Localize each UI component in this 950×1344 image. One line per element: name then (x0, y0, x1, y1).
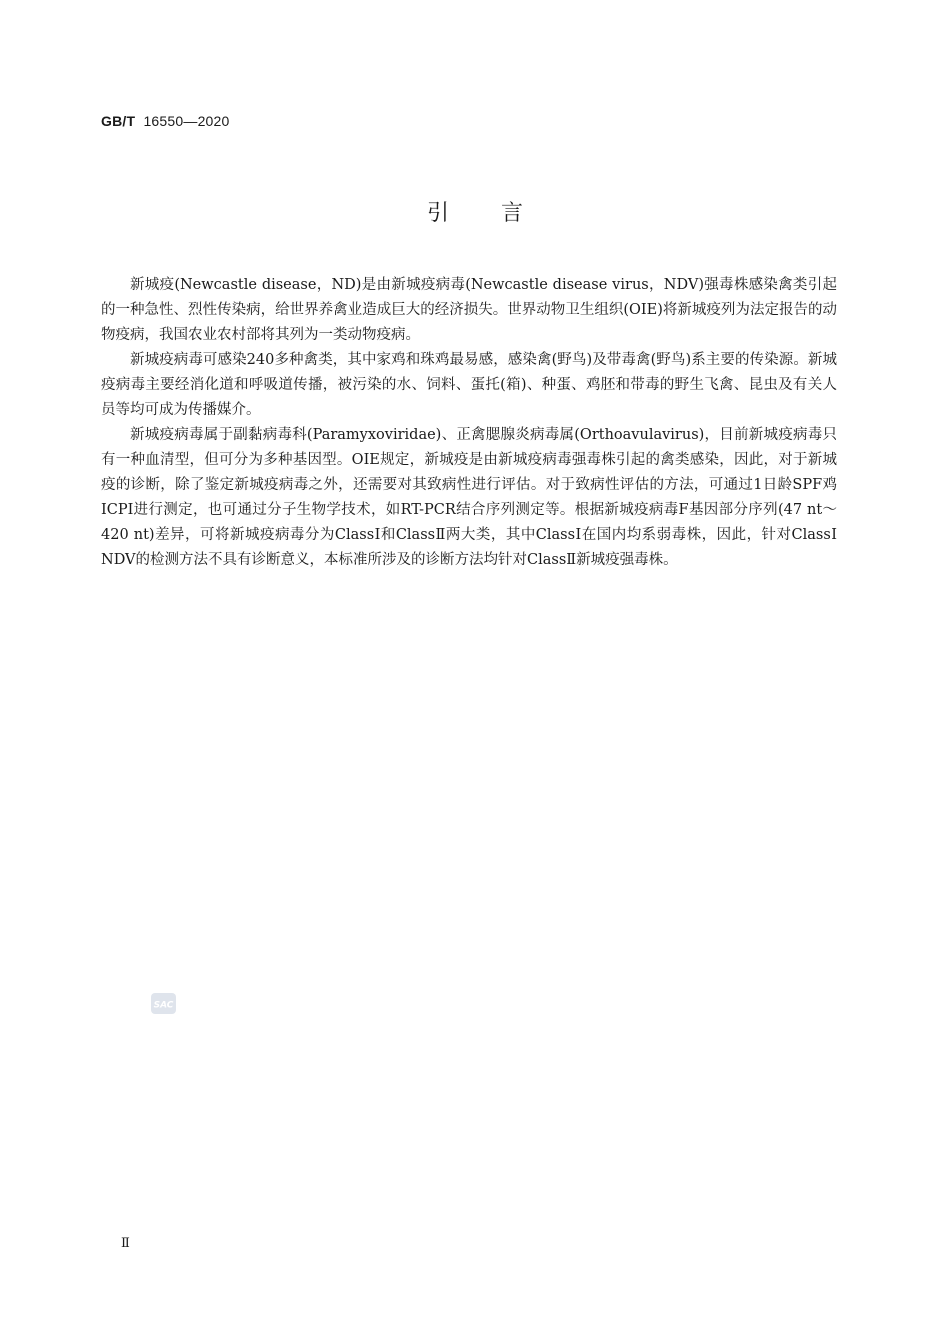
paragraph-3: 新城疫病毒属于副黏病毒科(Paramyxoviridae)、正禽腮腺炎病毒属(Orthoavulavirus)，目前新城疫病毒只有一种血清型，但可分为多种基因型。OIE规定，新城疫是由新城疫病毒强毒株引起的禽类感染，因此，对于新城疫的诊断，除了鉴定新城疫病毒之外，还需要对其致病性进行评估。对于致病性评估的方法，可通过1日龄SPF鸡ICPI进行测定，也可通过分子生物学技术，如RT-PCR结合序列测定等。根据新城疫病毒F基因部分序列(47 nt～420 nt)差异，可将新城疫病毒分为ClassⅠ和ClassⅡ两大类，其中ClassⅠ在国内均系弱毒株，因此，针对ClassⅠ NDV的检测方法不具有诊断意义，本标准所涉及的诊断方法均针对ClassⅡ新城疫强毒株。 (101, 427, 837, 568)
paragraph-1: 新城疫(Newcastle disease，ND)是由新城疫病毒(Newcastle disease virus，NDV)强毒株感染禽类引起的一种急性、烈性传染病，给世界养禽业造成巨大的经济损失。世界动物卫生组织(OIE)将新城疫列为法定报告的动物疫病，我国农业农村部将其列为一类动物疫病。 (101, 277, 837, 343)
svg-text:SAC: SAC (153, 1000, 174, 1010)
paragraph-2: 新城疫病毒可感染240多种禽类，其中家鸡和珠鸡最易感，感染禽(野鸟)及带毒禽(野鸟)系主要的传染源。新城疫病毒主要经消化道和呼吸道传播，被污染的水、饲料、蛋托(箱)、种蛋、鸡胚和带毒的野生飞禽、昆虫及有关人员等均可成为传播媒介。 (101, 352, 837, 418)
sac-logo-icon (152, 998, 175, 1010)
sac-watermark-logo (151, 993, 176, 1014)
introduction-body (101, 273, 837, 573)
page-title: 引言 (426, 201, 575, 226)
standard-number: 16550—2020 (143, 113, 230, 129)
standard-header (101, 113, 230, 129)
standard-prefix: GB/T (101, 113, 136, 129)
page-number: Ⅱ (121, 1236, 130, 1251)
